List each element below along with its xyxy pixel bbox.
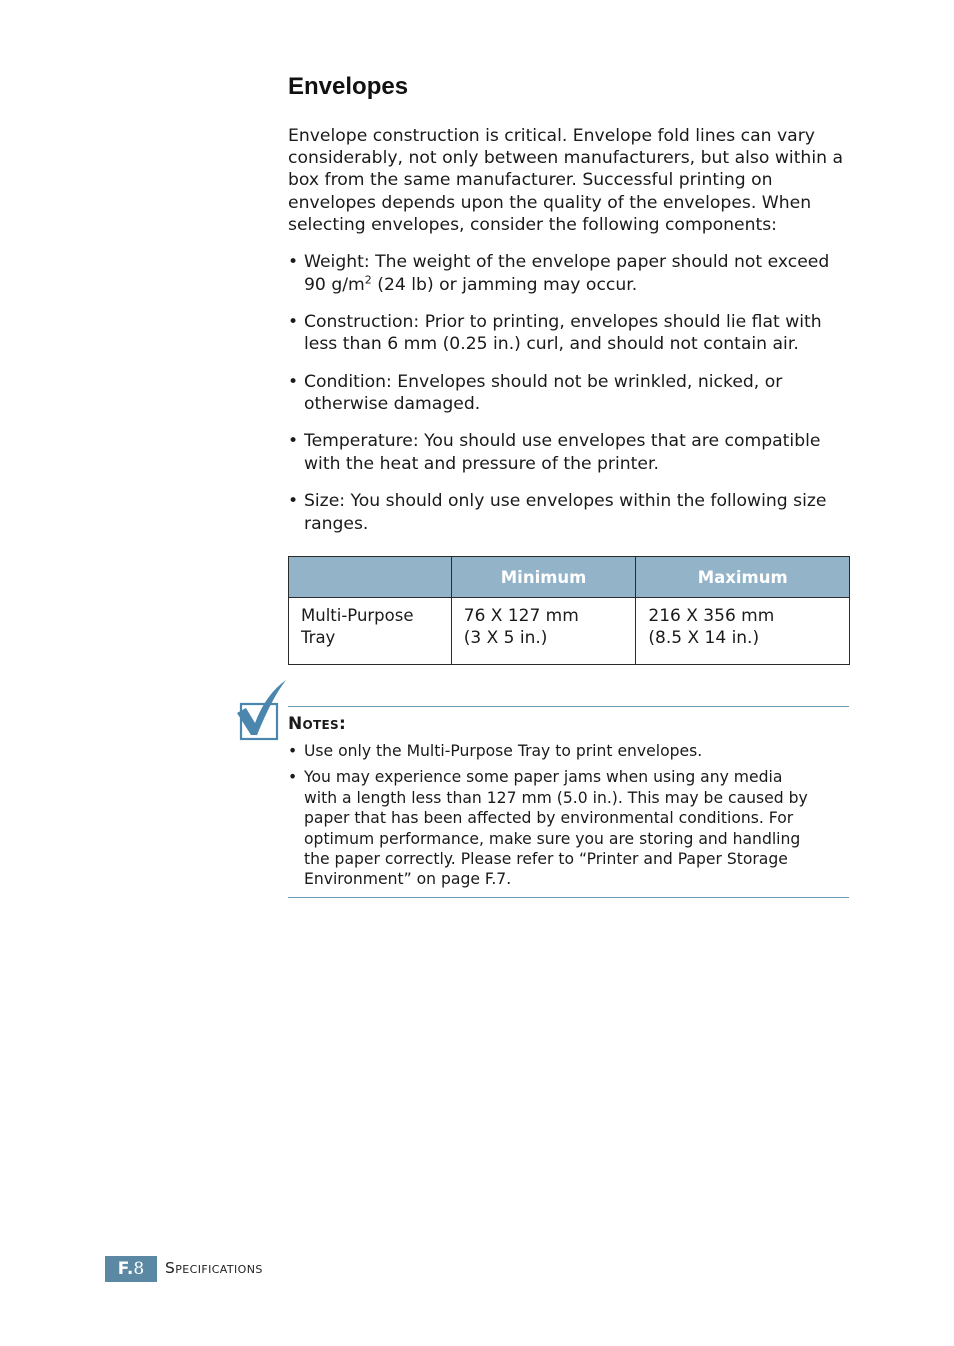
table-row bbox=[289, 598, 850, 665]
page-heading: Envelopes bbox=[288, 73, 409, 100]
table-cell-minimum: 76 X 127 mm (3 X 5 in.) bbox=[451, 598, 636, 665]
intro-line: envelopes depends upon the quality of the envelopes. When bbox=[288, 192, 812, 213]
bullet-condition: • Condition: Envelopes should not be wrinkled, nicked, or otherwise damaged. bbox=[288, 371, 854, 416]
table-cell-source: Multi-Purpose Tray bbox=[289, 598, 452, 665]
intro-line: box from the same manufacturer. Successful printing on bbox=[288, 170, 773, 191]
checkmark-note-icon bbox=[236, 678, 288, 742]
table-cell-maximum: 216 X 356 mm (8.5 X 14 in.) bbox=[636, 598, 850, 665]
table-header-minimum: Minimum bbox=[451, 557, 636, 598]
notes-box bbox=[288, 706, 849, 898]
page-number: 8 bbox=[133, 1259, 145, 1279]
bullet-weight: • Weight: The weight of the envelope paper should not exceed 90 $g/m^2$ (24 lb) or jamming may occur. bbox=[288, 251, 854, 296]
page-tab-prefix: F. bbox=[117, 1259, 134, 1279]
footer-section-title: Specifications bbox=[165, 1259, 263, 1277]
table-header-maximum: Maximum bbox=[636, 557, 850, 598]
intro-line: Envelope construction is critical. Envelope fold lines can vary bbox=[288, 126, 815, 146]
intro-line: selecting envelopes, consider the following components: bbox=[288, 214, 777, 235]
bullet-size: • Size: You should only use envelopes within the following size ranges. bbox=[288, 490, 854, 535]
envelope-size-table bbox=[288, 556, 850, 665]
note-item: • Use only the Multi-Purpose Tray to print envelopes. bbox=[288, 741, 849, 761]
page-number-tab bbox=[105, 1256, 157, 1282]
bullet-temperature: • Temperature: You should use envelopes that are compatible with the heat and pressure of the printer. bbox=[288, 430, 854, 475]
table-header-blank bbox=[289, 557, 452, 598]
bullet-construction: • Construction: Prior to printing, envelopes should lie flat with less than 6 mm (0.25 in.) curl, and should not contain air. bbox=[288, 311, 854, 356]
superscript: 2 bbox=[364, 272, 372, 286]
envelope-criteria-list bbox=[288, 251, 854, 550]
notes-title: Notes: bbox=[288, 714, 347, 734]
intro-paragraph bbox=[288, 125, 854, 236]
table-header-row bbox=[289, 557, 850, 598]
notes-list bbox=[288, 741, 849, 896]
note-item: • You may experience some paper jams when using any media with a length less than 127 mm (5.0 in.). This may be caused by paper that has been affected by environmental conditions. For optimum performance, make sure you are storing and handling the paper correctly. Please refer to “Printer and Paper Storage Environment” on page F.7. bbox=[288, 767, 849, 889]
intro-line: considerably, not only between manufacturers, but also within a bbox=[288, 148, 843, 169]
